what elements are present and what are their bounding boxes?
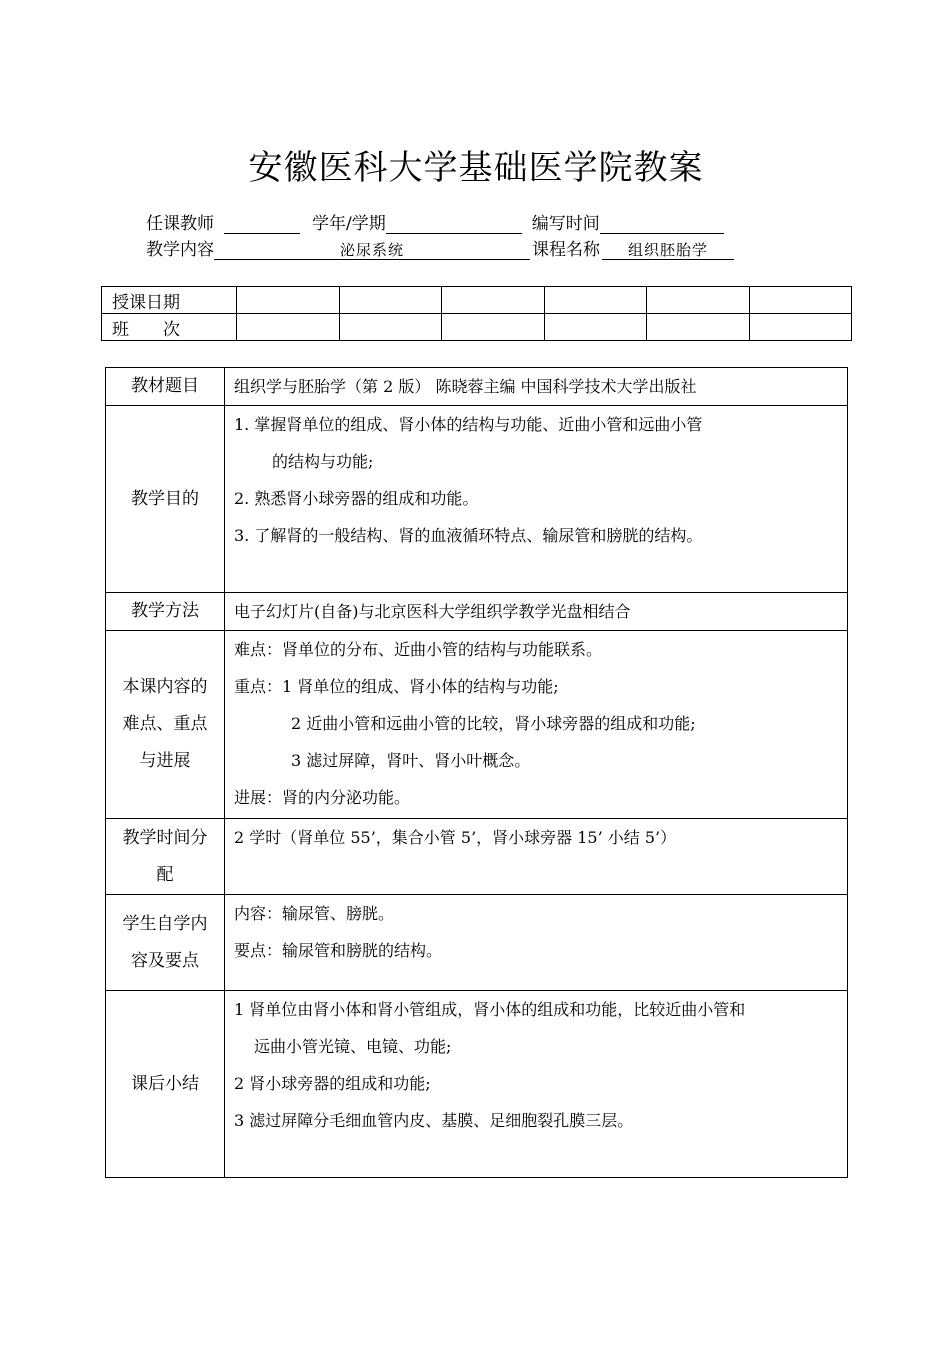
key-line: 难点：肾单位的分布、近曲小管的结构与功能联系。 [234,640,603,659]
year-label: 学年/学期 [312,214,386,234]
class-cell[interactable] [339,314,442,341]
self-study-label [106,895,225,991]
key-label-line: 难点、重点 [122,714,208,734]
date-row [102,287,852,314]
summary-line: 2 肾小球旁器的组成和功能; [234,1074,431,1093]
goals-cell [225,406,848,593]
summary-row [106,991,848,1178]
textbook-value: 组织学与胚胎学（第 2 版） 陈晓蓉主编 中国科学技术大学出版社 [225,368,848,406]
key-label-line: 与进展 [139,751,191,771]
key-line: 重点：1 肾单位的组成、肾小体的结构与功能; [234,677,559,696]
class-row [102,314,852,341]
key-row [106,631,848,819]
class-cell[interactable] [442,314,545,341]
class-cell[interactable] [749,314,852,341]
write-time-field[interactable] [600,213,724,234]
self-study-label-line: 容及要点 [131,950,199,971]
summary-line: 1 肾单位由肾小体和肾小管组成，肾小体的组成和功能，比较近曲小管和 [234,1000,746,1019]
key-line: 3 滤过屏障，肾叶、肾小叶概念。 [291,751,531,770]
self-study-row [106,895,848,991]
page-title: 安徽医科大学基础医学院教案 [248,148,704,188]
summary-line: 远曲小管光镜、电镜、功能; [254,1037,452,1056]
teacher-field[interactable] [224,213,300,234]
date-cell[interactable] [544,287,647,314]
time-label-line: 教学时间分 [122,827,208,848]
goals-row [106,406,848,593]
date-cell[interactable] [442,287,545,314]
time-label-line: 配 [156,864,174,885]
goal-line: 2. 熟悉肾小球旁器的组成和功能。 [234,489,479,508]
course-field[interactable]: 组织胚胎学 [602,239,734,260]
schedule-table [101,286,852,341]
summary-cell [225,991,848,1178]
year-field[interactable] [386,213,522,234]
class-cell[interactable] [544,314,647,341]
goals-label: 教学目的 [106,406,225,593]
write-time-label: 编写时间 [531,214,600,234]
key-label [106,631,225,819]
goal-line: 1. 掌握肾单位的组成、肾小体的结构与功能、近曲小管和远曲小管 [234,415,703,434]
lesson-plan-table [105,367,848,1178]
date-label: 授课日期 [102,287,237,314]
textbook-label: 教材题目 [106,368,225,406]
class-cell[interactable] [237,314,340,341]
summary-label: 课后小结 [106,991,225,1178]
teacher-label: 任课教师 [146,214,214,234]
date-cell[interactable] [237,287,340,314]
date-cell[interactable] [647,287,750,314]
method-row [106,593,848,631]
class-label: 班 次 [102,314,237,341]
content-label: 教学内容 [146,240,214,260]
summary-line: 3 滤过屏障分毛细血管内皮、基膜、足细胞裂孔膜三层。 [234,1111,634,1130]
textbook-row [106,368,848,406]
self-study-line: 内容：输尿管、膀胱。 [234,904,395,923]
goal-line: 3. 了解肾的一般结构、肾的血液循环特点、输尿管和膀胱的结构。 [234,526,703,545]
key-line: 2 近曲小管和远曲小管的比较，肾小球旁器的组成和功能; [291,714,696,733]
method-label: 教学方法 [106,593,225,631]
time-label [106,819,225,895]
key-label-line: 本课内容的 [122,677,208,697]
key-line: 进展：肾的内分泌功能。 [234,788,411,807]
meta-row-1 [146,210,724,234]
self-study-line: 要点：输尿管和膀胱的结构。 [234,941,443,960]
date-cell[interactable] [749,287,852,314]
class-cell[interactable] [647,314,750,341]
course-label: 课程名称 [532,240,600,260]
method-value: 电子幻灯片(自备)与北京医科大学组织学教学光盘相结合 [225,593,848,631]
content-field[interactable]: 泌尿系统 [214,239,530,260]
key-cell [225,631,848,819]
date-cell[interactable] [339,287,442,314]
time-value: 2 学时（肾单位 55’，集合小管 5’，肾小球旁器 15’ 小结 5’） [225,819,848,895]
self-study-label-line: 学生自学内 [122,913,208,934]
meta-row-2 [146,236,734,260]
self-study-cell [225,895,848,991]
goal-line: 的结构与功能; [272,452,374,471]
time-row [106,819,848,895]
